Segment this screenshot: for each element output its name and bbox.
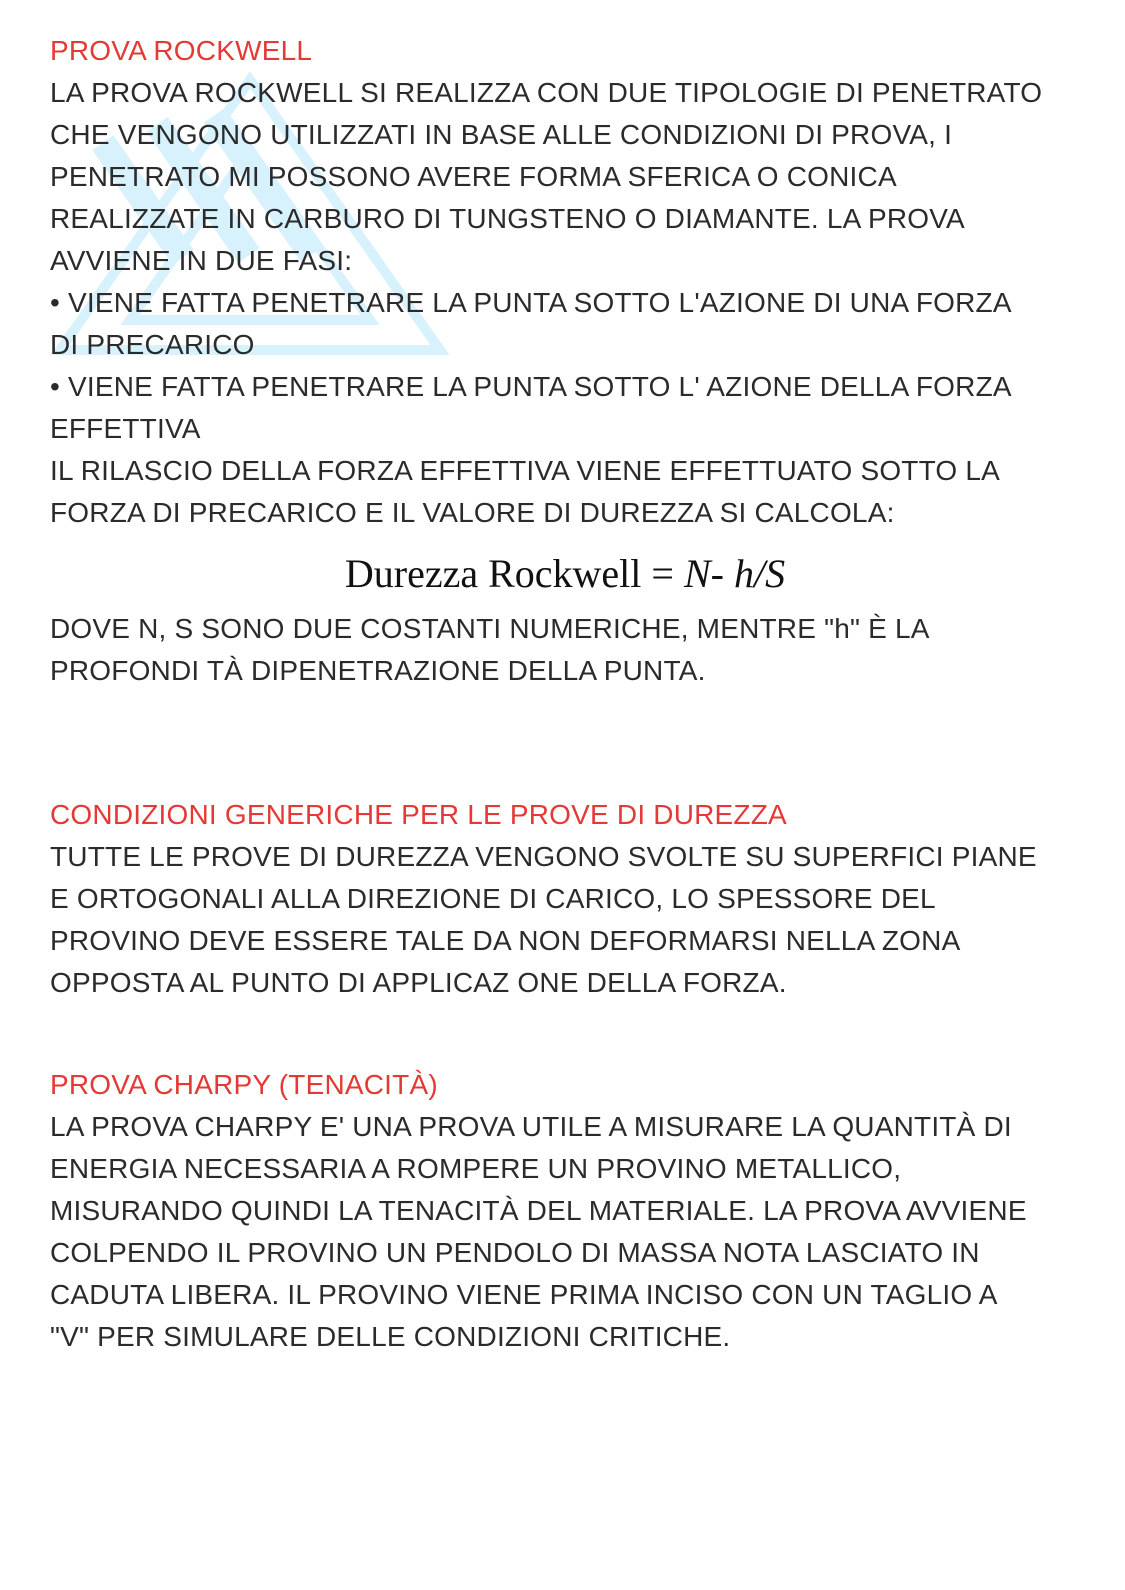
section-condizioni — [50, 794, 1080, 1004]
section-charpy — [50, 1064, 1080, 1358]
paragraph-line: DI PRECARICO — [50, 329, 255, 360]
paragraph-line: IL RILASCIO DELLA FORZA EFFETTIVA VIENE EFFETTUATO SOTTO LA — [50, 455, 1001, 486]
formula-var-h-s: h/S — [733, 551, 786, 596]
paragraph-line: LA PROVA CHARPY E' UNA PROVA UTILE A MISURARE LA QUANTITÀ DI — [50, 1111, 1012, 1142]
paragraph-line: REALIZZATE IN CARBURO DI TUNGSTENO O DIAMANTE. LA PROVA — [50, 203, 965, 234]
section-rockwell — [50, 30, 1080, 692]
paragraph-line: OPPOSTA AL PUNTO DI APPLICAZ ONE DELLA FORZA. — [50, 967, 787, 998]
formula-equals: = — [641, 551, 684, 596]
paragraph-line: DOVE N, S SONO DUE COSTANTI NUMERICHE, MENTRE "h" È LA — [50, 613, 930, 644]
paragraph-line: TUTTE LE PROVE DI DUREZZA VENGONO SVOLTE SU SUPERFICI PIANE — [50, 841, 1037, 872]
paragraph-line: PROVINO DEVE ESSERE TALE DA NON DEFORMARSI NELLA ZONA — [50, 925, 961, 956]
section-title-condizioni: CONDIZIONI GENERICHE PER LE PROVE DI DUREZZA — [50, 799, 787, 830]
rockwell-formula — [50, 546, 1080, 602]
paragraph-line: "V" PER SIMULARE DELLE CONDIZIONI CRITICHE. — [50, 1321, 731, 1352]
paragraph-line: AVVIENE IN DUE FASI: — [50, 245, 353, 276]
paragraph-line: EFFETTIVA — [50, 413, 201, 444]
section-title-charpy: PROVA CHARPY (TENACITÀ) — [50, 1069, 438, 1100]
paragraph-line: ENERGIA NECESSARIA A ROMPERE UN PROVINO METALLICO, — [50, 1153, 902, 1184]
bullet-line: • VIENE FATTA PENETRARE LA PUNTA SOTTO L' AZIONE DELLA FORZA — [50, 371, 1012, 402]
paragraph-line: E ORTOGONALI ALLA DIREZIONE DI CARICO, LO SPESSORE DEL — [50, 883, 936, 914]
paragraph-line: PROFONDI TÀ DIPENETRAZIONE DELLA PUNTA. — [50, 655, 706, 686]
spacer — [50, 692, 1080, 794]
bullet-line: • VIENE FATTA PENETRARE LA PUNTA SOTTO L'AZIONE DI UNA FORZA — [50, 287, 1012, 318]
paragraph-line: COLPENDO IL PROVINO UN PENDOLO DI MASSA NOTA LASCIATO IN — [50, 1237, 980, 1268]
paragraph-line: CADUTA LIBERA. IL PROVINO VIENE PRIMA INCISO CON UN TAGLIO A — [50, 1279, 998, 1310]
section-title-rockwell: PROVA ROCKWELL — [50, 35, 313, 66]
paragraph-line: LA PROVA ROCKWELL SI REALIZZA CON DUE TIPOLOGIE DI PENETRATO — [50, 77, 1043, 108]
formula-minus: - — [710, 551, 734, 596]
paragraph-line: CHE VENGONO UTILIZZATI IN BASE ALLE CONDIZIONI DI PROVA, I — [50, 119, 953, 150]
spacer — [50, 1004, 1080, 1064]
paragraph-line: MISURANDO QUINDI LA TENACITÀ DEL MATERIALE. LA PROVA AVVIENE — [50, 1195, 1027, 1226]
document-content — [50, 30, 1080, 1358]
formula-var-n: N — [683, 551, 711, 596]
paragraph-line: FORZA DI PRECARICO E IL VALORE DI DUREZZA SI CALCOLA: — [50, 497, 895, 528]
formula-lhs: Durezza Rockwell — [344, 551, 642, 596]
paragraph-line: PENETRATO MI POSSONO AVERE FORMA SFERICA O CONICA — [50, 161, 897, 192]
